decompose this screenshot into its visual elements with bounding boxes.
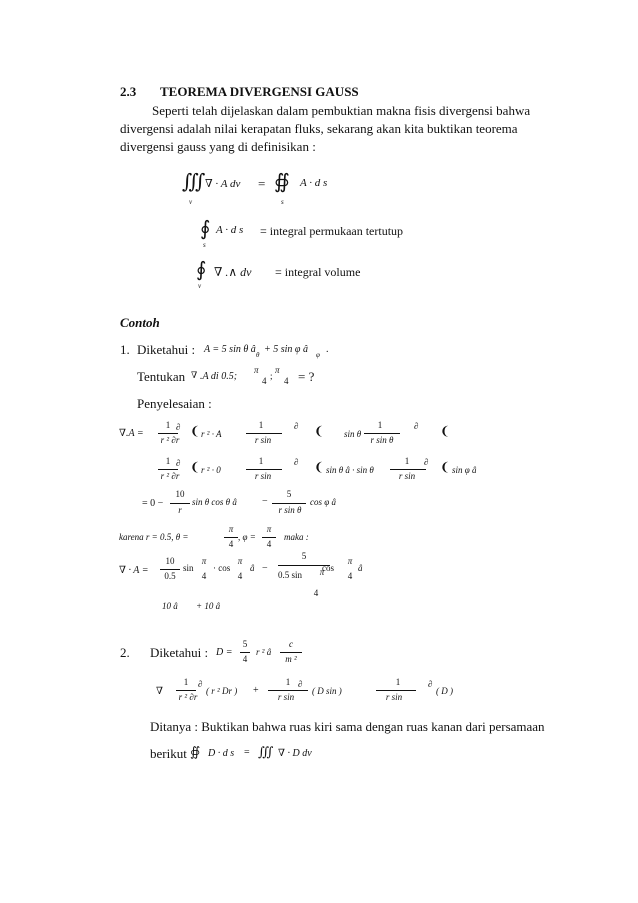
dsin: ( D sin ): [312, 686, 342, 696]
ditanya: Ditanya : Buktikan bahwa ruas kiri sama dengan ruas kanan dari persamaan: [150, 719, 545, 734]
contoh-heading: Contoh: [120, 315, 160, 330]
volume-desc: = integral volume: [275, 265, 361, 279]
frac14-line: [268, 690, 308, 691]
sin-cos: sin θ cos θ â: [192, 497, 237, 507]
frac9-num: 10: [165, 556, 175, 566]
sin-word: sin: [183, 563, 194, 573]
intro-line-1: Seperti telah dijelaskan dalam pembuktian makna fisis divergensi bahwa: [152, 103, 531, 118]
sub-four-1: 4: [201, 571, 207, 581]
volume-expr: ∇ .∧ dv: [214, 265, 252, 279]
a-hat-1: â: [250, 563, 255, 573]
frac3-line: [364, 433, 400, 434]
frac12-den: m ²: [285, 654, 297, 664]
d-eq: D =: [216, 647, 233, 658]
frac10-num: 5: [301, 551, 307, 561]
frac15-line: [376, 690, 416, 691]
paren-1: ❨: [190, 424, 201, 438]
d-dv: ∇ · D dv: [278, 748, 312, 759]
frac13-num: 1: [183, 677, 189, 687]
a-hat-2: â: [358, 563, 363, 573]
r2dr: ( r ² Dr ): [206, 686, 238, 696]
tentukan-four-2: 4: [284, 376, 289, 386]
frac11-num: 5: [242, 639, 248, 649]
frac15-num: 1: [395, 677, 401, 687]
d-ds: D · d s: [208, 748, 235, 759]
frac4-num: 1: [165, 456, 171, 466]
tentukan-eq: = ?: [298, 369, 315, 384]
sin-t-1: sin θ: [344, 429, 362, 439]
maka-text: maka :: [284, 532, 309, 542]
dphi: ( D ): [436, 686, 453, 696]
result-1: 10 â: [162, 601, 178, 611]
surface-sub: s: [203, 241, 206, 249]
partial-4: ∂: [176, 458, 181, 468]
frac7-den: r: [178, 505, 182, 515]
frac15-den: r sin: [385, 692, 403, 702]
r2-ar: r ² · A: [201, 429, 222, 439]
cos-word-2: cos: [322, 563, 334, 573]
example2-number: 2.: [120, 645, 130, 660]
theorem-rhs: A · d s: [300, 177, 328, 189]
tentukan-semicolon: ;: [270, 371, 273, 381]
paren-2: ❨: [314, 424, 325, 438]
partial-6: ∂: [424, 457, 429, 467]
karena-line-1: [224, 537, 238, 538]
eq-line-3: = 0 −: [142, 498, 164, 509]
paren-3: ❨: [440, 424, 451, 438]
theorem-lhs: ∇ · A dv: [205, 178, 241, 190]
tentukan-label: Tentukan: [137, 369, 186, 384]
frac13-line: [176, 690, 196, 691]
partial-3: ∂: [414, 421, 419, 431]
surface-desc: = integral permukaan tertutup: [260, 224, 404, 238]
frac2-num: 1: [258, 420, 264, 430]
equals-2: =: [244, 747, 250, 758]
plus-1: +: [253, 685, 259, 696]
frac11-den: 4: [242, 654, 248, 664]
nabla-icon: ∇: [191, 370, 198, 380]
intro-line-3: divergensi gauss yang di definisikan :: [120, 139, 316, 154]
sin-p-a: sin φ â: [452, 465, 477, 475]
frac7-num: 10: [175, 489, 185, 499]
example1-given-end: .: [326, 344, 329, 355]
paren-5: ❨: [314, 460, 325, 474]
volume-sub: v: [198, 282, 202, 290]
theorem-rhs-sub: s: [281, 198, 284, 206]
theorem-lhs-sub: v: [189, 198, 193, 206]
frac9-den: 0.5: [164, 571, 176, 581]
sub-pi-1: π: [201, 556, 207, 566]
frac8-num: 5: [286, 489, 292, 499]
frac7-line: [170, 503, 190, 504]
frac4-den: r ² ∂r: [160, 471, 180, 481]
minus-2: −: [262, 563, 268, 574]
frac9-line: [160, 569, 180, 570]
karena-four-1: 4: [228, 539, 234, 549]
section-number: 2.3: [120, 84, 137, 99]
example1-given-label: Diketahui :: [137, 342, 196, 357]
half-sin: 0.5 sin: [278, 570, 303, 580]
karena-pi-1: π: [228, 524, 234, 534]
theorem-equals: =: [258, 176, 266, 191]
frac8-line: [272, 503, 306, 504]
frac1-den: r ² ∂r: [160, 435, 180, 445]
example1-given-expr: A = 5 sin θ â: [204, 344, 256, 355]
tentukan-pi-1: π: [254, 365, 259, 375]
frac12-line: [280, 652, 302, 653]
frac1-num: 1: [165, 420, 171, 430]
contour-integral-icon: ∮: [200, 218, 211, 240]
frac13-den: r ² ∂r: [178, 692, 198, 702]
karena-four-2: 4: [266, 539, 272, 549]
karena-pi-2: π: [266, 524, 272, 534]
frac5-den: r sin: [254, 471, 272, 481]
frac12-num: c: [289, 639, 293, 649]
frac14-den: r sin: [277, 692, 295, 702]
tentukan-four-1: 4: [262, 376, 267, 386]
cos-word: · cos: [213, 563, 231, 573]
frac3-num: 1: [377, 420, 383, 430]
sub-four-2: 4: [237, 571, 243, 581]
karena-line-2: [262, 537, 276, 538]
triple-integral-icon-2: ∭: [258, 744, 274, 759]
frac6-line: [390, 469, 426, 470]
paren-4: ❨: [190, 460, 201, 474]
minus-1: −: [262, 496, 268, 507]
example2-given-label: Diketahui :: [150, 645, 209, 660]
surface-expr: A · d s: [216, 224, 244, 236]
sub-pi-3: π: [319, 567, 325, 577]
penyelesaian: Penyelesaian :: [137, 396, 212, 411]
partial-2: ∂: [294, 421, 299, 431]
sub-four-4: 4: [347, 571, 353, 581]
cos-p: cos φ â: [310, 497, 336, 507]
result-2: + 10 â: [196, 601, 221, 611]
frac14-num: 1: [285, 677, 291, 687]
div-a-label: ∇.A =: [119, 428, 144, 439]
frac4-line: [158, 469, 178, 470]
partial-5: ∂: [294, 457, 299, 467]
frac3-den: r sin θ: [370, 435, 394, 445]
example1-given-mid: + 5 sin φ â: [264, 344, 308, 355]
intro-line-2: divergensi adalah nilai kerapatan fluks, sekarang akan kita buktikan teorema: [120, 121, 518, 136]
karena-text: karena r = 0.5, θ =: [119, 532, 189, 542]
tentukan-expr: .A di 0.5;: [200, 371, 238, 382]
sub-four-3: 4: [313, 588, 319, 598]
div-a2: ∇ · A =: [119, 565, 149, 576]
volume-integral-icon: ∮: [196, 259, 207, 281]
frac11-line: [240, 652, 250, 653]
example1-number: 1.: [120, 342, 130, 357]
frac6-den: r sin: [398, 471, 416, 481]
tentukan-pi-2: π: [275, 365, 280, 375]
frac1-line: [158, 433, 178, 434]
section-title: TEOREMA DIVERGENSI GAUSS: [160, 84, 359, 99]
r2-ar-2: r ² â: [256, 647, 272, 657]
subscript-theta: θ: [256, 351, 260, 359]
frac6-num: 1: [404, 456, 410, 466]
frac8-den: r sin θ: [278, 505, 302, 515]
berikut: berikut: [150, 746, 187, 761]
frac5-num: 1: [258, 456, 264, 466]
paren-6: ❨: [440, 460, 451, 474]
sub-pi-4: π: [347, 556, 353, 566]
closed-integral-icon-2: ∯: [190, 744, 201, 759]
frac2-den: r sin: [254, 435, 272, 445]
frac2-line: [246, 433, 282, 434]
partial-9: ∂: [428, 679, 433, 689]
triple-integral-icon: ∭: [182, 171, 206, 193]
subscript-phi: φ: [316, 351, 320, 359]
sin-t-a: sin θ â · sin θ: [326, 465, 374, 475]
karena-comma: , φ =: [238, 532, 256, 542]
partial-7: ∂: [198, 679, 203, 689]
partial-1: ∂: [176, 422, 181, 432]
r2-0: r ² · 0: [201, 465, 221, 475]
sub-pi-2: π: [237, 556, 243, 566]
nabla-icon-2: ∇: [156, 686, 163, 697]
closed-surface-integral-icon: ∯: [274, 171, 290, 193]
frac5-line: [246, 469, 282, 470]
partial-8: ∂: [298, 679, 303, 689]
